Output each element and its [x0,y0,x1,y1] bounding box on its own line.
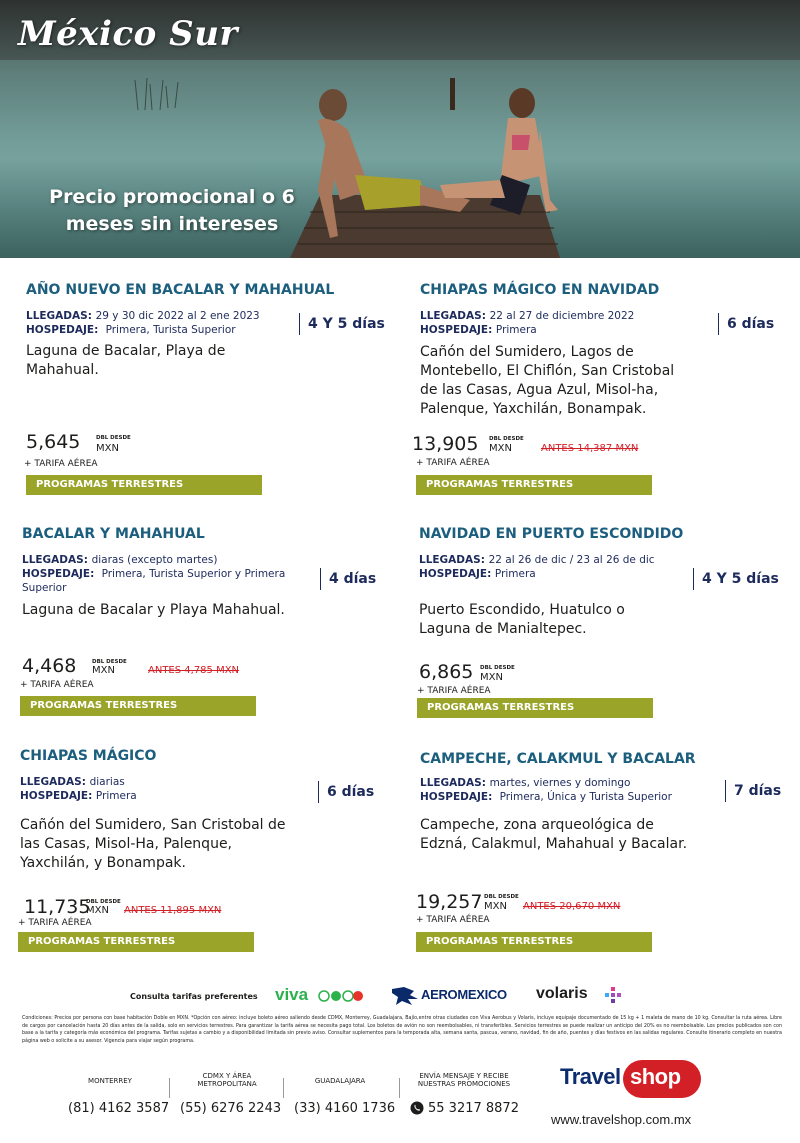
package-title: CHIAPAS MÁGICO EN NAVIDAD [420,282,660,298]
price-currency: MXN [480,672,503,683]
duration: 6 días [318,781,374,803]
llegadas-value: diarias [89,776,125,788]
price-dbl-label: DBL DESDE [489,436,524,442]
programas-terrestres-button[interactable]: PROGRAMAS TERRESTRES [18,932,254,952]
price-dbl-label: DBL DESDE [96,435,131,441]
package-card [26,282,396,497]
contact-phone[interactable]: (33) 4160 1736 [294,1101,396,1116]
price: 13,905 [412,433,479,455]
package-title: CHIAPAS MÁGICO [20,748,157,764]
contact-cdmx [180,1072,282,1116]
aeromexico-logo: AEROMEXICO [421,987,507,1002]
programas-terrestres-button[interactable]: PROGRAMAS TERRESTRES [26,475,262,495]
package-description: Cañón del Sumidero, San Cristobal de las Casas, Misol-Ha, Palenque, Yaxchilán, y Bonampak. [20,817,286,871]
price: 6,865 [419,661,474,683]
tarifa-aerea: + TARIFA AÉREA [20,680,94,690]
package-card [22,526,392,721]
price-dbl-label: DBL DESDE [92,659,127,665]
price-antes: ANTES 14,387 MXN [541,443,639,454]
package-meta [420,776,720,804]
price: 4,468 [22,655,77,677]
package-meta [420,309,690,337]
programas-terrestres-button[interactable]: PROGRAMAS TERRESTRES [416,475,652,495]
duration: 6 días [718,313,774,335]
llegadas-value: 29 y 30 dic 2022 al 2 ene 2023 [95,310,260,322]
price-currency: MXN [96,443,119,454]
terms-conditions: Condiciones: Precios por persona con base habitación Doble en MXN. *Opción con aéreo: incluye boleto aéreo saliendo desde CDMX, Monterrey, Guadalajara, Bajío,entre otras ciudades con Viva Aerobus y Volaris, incluye equipaje documentado de 15 kg + 1 maleta de mano de 10 kg. Consultar la ruta aérea. Libre de cargos por cancelación hasta 20 días antes de la salida, solo en servicios terrestres. Para garantizar la tarifa aérea se necesita pago total. Los boletos de avión no son reembolsables, ni transferibles. Servicios terrestres se puede realizar un anticipo del 20% es no reembolsable. Los precios publicados son con base a la tarifa y categoría más económica del programa. Tarifas sujetas a cambio y a disponibilidad limitada sin previo aviso. Consultar suplementos para la temporada alta, semana santa, pascua, verano, navidad, fin de año, puentes y días festivos en las salidas regulares. Consulte itinerario completo en nuestra página web o solicite a su asesor. Vigencia para viajar según programa. [22,1016,782,1044]
llegadas-label: LLEGADAS: [26,310,92,322]
consulta-tarifas-label: Consulta tarifas preferentes [130,992,258,1001]
duration: 4 Y 5 días [299,313,385,335]
contact-monterrey [60,1077,170,1116]
price-currency: MXN [489,443,512,454]
hospedaje-label: HOSPEDAJE: [420,791,493,803]
package-description: Laguna de Bacalar y Playa Mahahual. [22,602,285,618]
programas-terrestres-button[interactable]: PROGRAMAS TERRESTRES [20,696,256,716]
tarifa-aerea: + TARIFA AÉREA [18,918,92,928]
page-title: México Sur [18,14,238,54]
hero-banner [0,0,800,258]
contact-guadalajara [290,1077,396,1116]
tarifa-aerea: + TARIFA AÉREA [24,459,98,469]
divider [169,1078,170,1098]
package-description: Laguna de Bacalar, Playa de Mahahual. [26,343,226,378]
website-link[interactable]: www.travelshop.com.mx [551,1112,692,1127]
package-card [419,526,789,721]
package-description: Puerto Escondido, Huatulco o Laguna de Manialtepec. [419,602,625,637]
package-title: BACALAR Y MAHAHUAL [22,526,205,542]
llegadas-value: diaras (excepto martes) [91,554,218,566]
tarifa-aerea: + TARIFA AÉREA [417,686,491,696]
llegadas-label: LLEGADAS: [420,777,486,789]
hospedaje-value: Primera [95,790,137,802]
llegadas-value: 22 al 26 de dic / 23 al 26 de dic [488,554,655,566]
volaris-logo: volaris [536,985,588,1002]
package-title: CAMPECHE, CALAKMUL Y BACALAR [420,751,696,767]
package-title: NAVIDAD EN PUERTO ESCONDIDO [419,526,684,542]
viva-dots-icon [318,990,364,1002]
duration: 7 días [725,780,781,802]
whatsapp-icon [410,1101,424,1115]
airline-partners [0,982,800,1012]
promo-headline: Precio promocional o 6 meses sin intereses [49,186,295,235]
hospedaje-label: HOSPEDAJE: [420,324,493,336]
package-meta [20,775,300,803]
price-currency: MXN [92,665,115,676]
package-meta [419,553,699,581]
tarifa-aerea: + TARIFA AÉREA [416,458,490,468]
contact-phone[interactable]: (81) 4162 3587 [68,1101,170,1116]
price: 19,257 [416,891,483,913]
programas-terrestres-button[interactable]: PROGRAMAS TERRESTRES [417,698,653,718]
price-currency: MXN [484,901,507,912]
hospedaje-value: Primera, Turista Superior [105,324,236,336]
package-description: Cañón del Sumidero, Lagos de Montebello, El Chiflón, San Cristobal de las Casas, Agua Azul, Misol-ha, Palenque, Yaxchilán, Bonampak. [420,344,675,417]
price-antes: ANTES 4,785 MXN [148,665,240,676]
viva-logo: viva [275,985,309,1004]
divider [283,1078,284,1098]
price-antes: ANTES 11,895 MXN [124,905,222,916]
price-antes: ANTES 20,670 MXN [523,901,621,912]
aeromexico-eagle-icon [390,985,420,1007]
hospedaje-label: HOSPEDAJE: [22,568,95,580]
contact-city: ENVÍA MENSAJE Y RECIBE NUESTRAS PROMOCIONES [417,1072,511,1088]
package-title: AÑO NUEVO EN BACALAR Y MAHAHUAL [26,282,335,298]
package-card [412,282,790,497]
llegadas-label: LLEGADAS: [22,554,88,566]
llegadas-value: martes, viernes y domingo [489,777,631,789]
hospedaje-label: HOSPEDAJE: [419,568,492,580]
logo-shop-text: shop [630,1064,681,1089]
contact-city: GUADALAJARA [314,1077,366,1085]
llegadas-value: 22 al 27 de diciembre 2022 [489,310,635,322]
llegadas-label: LLEGADAS: [20,776,86,788]
duration: 4 días [320,568,376,590]
contact-city: CDMX Y ÁREA METROPOLITANA [197,1072,257,1088]
programas-terrestres-button[interactable]: PROGRAMAS TERRESTRES [416,932,652,952]
duration: 4 Y 5 días [693,568,779,590]
price: 11,735 [24,896,91,918]
hospedaje-value: Primera, Turista Superior y Primera Superior [22,568,286,594]
price-currency: MXN [86,905,109,916]
hospedaje-value: Primera, Única y Turista Superior [499,791,672,803]
package-meta [22,553,302,595]
hospedaje-value: Primera [494,568,536,580]
hospedaje-label: HOSPEDAJE: [26,324,99,336]
price: 5,645 [26,431,81,453]
price-dbl-label: DBL DESDE [480,665,515,671]
package-card [20,748,390,953]
package-description: Campeche, zona arqueológica de Edzná, Calakmul, Mahahual y Bacalar. [420,817,688,852]
hospedaje-value: Primera [495,324,537,336]
whatsapp-phone[interactable]: 55 3217 8872 [428,1101,519,1116]
package-meta [26,309,296,337]
price-dbl-label: DBL DESDE [484,894,519,900]
volaris-star-icon [604,986,622,1004]
divider [399,1078,400,1098]
price-dbl-label: DBL DESDE [86,899,121,905]
tarifa-aerea: + TARIFA AÉREA [416,915,490,925]
llegadas-label: LLEGADAS: [420,310,486,322]
contact-whatsapp [404,1072,524,1088]
contact-city: MONTERREY [88,1077,132,1085]
hospedaje-label: HOSPEDAJE: [20,790,93,802]
llegadas-label: LLEGADAS: [419,554,485,566]
package-card [416,751,790,956]
logo-travel-text: Travel [560,1064,621,1089]
contact-phone[interactable]: (55) 6276 2243 [180,1101,282,1116]
